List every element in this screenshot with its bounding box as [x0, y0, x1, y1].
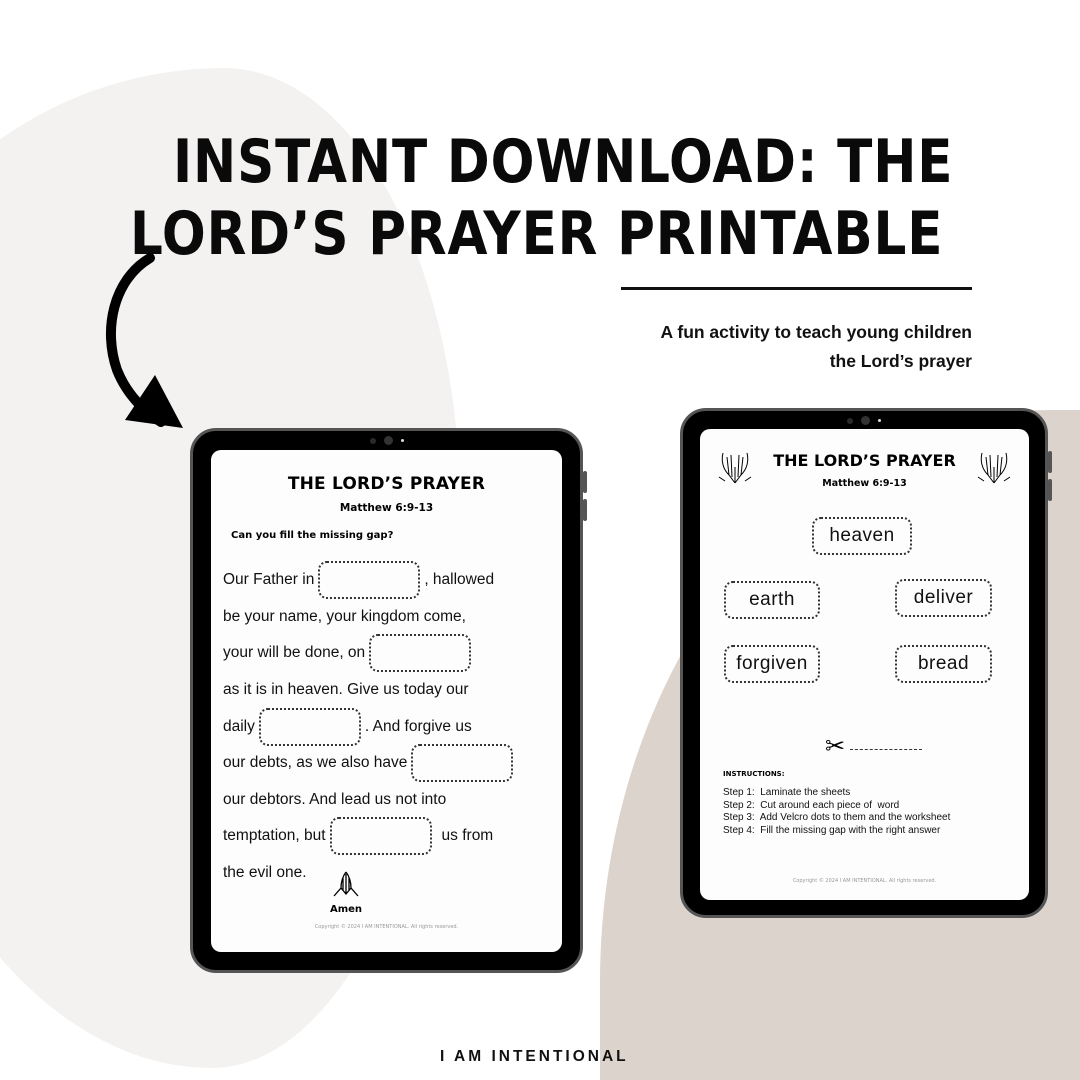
prayer-line: your will be done, on — [223, 635, 558, 672]
gap-box — [330, 817, 432, 855]
subtitle-line-2: the Lord’s prayer — [829, 351, 972, 371]
open-hands-icon — [974, 447, 1014, 487]
cutouts-title: THE LORD’S PRAYER — [773, 451, 956, 470]
cut-line — [850, 749, 922, 750]
cutouts-screen — [700, 429, 1029, 900]
side-button — [583, 499, 587, 521]
brand-name: I AM INTENTIONAL — [440, 1048, 629, 1065]
prayer-line: temptation, but us from — [223, 818, 558, 855]
worksheet-question: Can you fill the missing gap? — [231, 530, 394, 541]
step-item: Step 2: Cut around each piece of word — [723, 799, 900, 811]
scissors-icon: ✂ — [825, 732, 846, 760]
subtitle-line-1: A fun activity to teach young children — [660, 322, 972, 342]
worksheet-reference: Matthew 6:9-13 — [339, 502, 434, 514]
tablet-worksheet — [190, 428, 583, 973]
headline-line-1: INSTANT DOWNLOAD: THE — [173, 127, 954, 197]
copyright-text: Copyright © 2024 I AM INTENTIONAL. All rights reserved. — [314, 924, 459, 930]
gap-box — [318, 561, 420, 599]
step-item: Step 1: Laminate the sheets — [723, 787, 851, 798]
tablet-cutouts — [680, 408, 1048, 918]
step-item: Step 4: Fill the missing gap with the right answer — [723, 824, 941, 836]
word-card-earth: earth — [724, 581, 820, 619]
cutouts-reference: Matthew 6:9-13 — [822, 478, 907, 489]
prayer-line: Our Father in , hallowed — [223, 562, 558, 599]
headline — [130, 126, 954, 270]
word-card-deliver: deliver — [895, 579, 992, 617]
amen-label: Amen — [329, 904, 363, 915]
amen-block — [321, 870, 371, 915]
instructions-heading: INSTRUCTIONS: — [723, 770, 785, 778]
prayer-line: as it is in heaven. Give us today our — [223, 681, 469, 699]
prayer-text — [223, 562, 558, 891]
worksheet-screen — [211, 450, 562, 952]
instructions-steps — [723, 787, 950, 837]
praying-hands-icon — [331, 870, 361, 902]
prayer-line: daily . And forgive us — [223, 708, 558, 745]
gap-box — [259, 708, 361, 746]
camera-icon — [370, 436, 404, 445]
prayer-line: our debts, as we also have — [223, 745, 558, 782]
gap-box — [411, 744, 513, 782]
camera-icon — [847, 416, 881, 425]
prayer-line: our debtors. And lead us not into — [223, 790, 447, 808]
copyright-text: Copyright © 2024 I AM INTENTIONAL. All rights reserved. — [792, 878, 937, 884]
worksheet-title: THE LORD’S PRAYER — [287, 474, 486, 494]
curved-arrow-icon — [95, 250, 205, 435]
side-button — [1048, 479, 1052, 501]
headline-line-2: LORD’S PRAYER PRINTABLE — [130, 199, 944, 269]
side-button — [583, 471, 587, 493]
word-card-bread: bread — [895, 645, 992, 683]
side-button — [1048, 451, 1052, 473]
word-card-heaven: heaven — [812, 517, 912, 555]
step-item: Step 3: Add Velcro dots to them and the worksheet — [723, 812, 951, 823]
prayer-line: the evil one. — [223, 864, 307, 882]
prayer-line: be your name, your kingdom come, — [223, 607, 466, 625]
subtitle — [572, 318, 972, 376]
divider-rule — [621, 287, 972, 290]
word-card-forgiven: forgiven — [724, 645, 820, 683]
gap-box — [369, 634, 471, 672]
